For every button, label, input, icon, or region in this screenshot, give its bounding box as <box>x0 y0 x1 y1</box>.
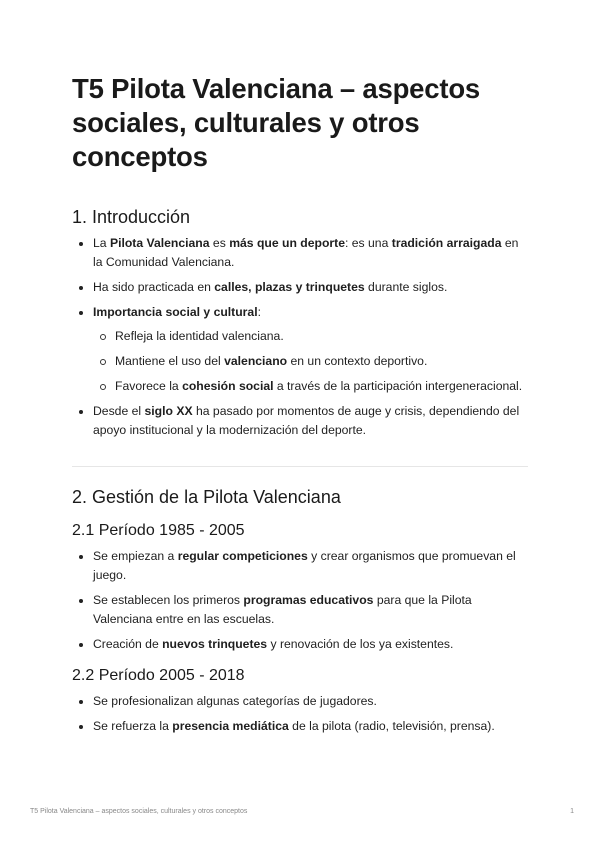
text-span: : <box>257 305 261 319</box>
bold-text: cohesión social <box>182 379 274 393</box>
bold-text: regular competiciones <box>177 549 308 563</box>
text-span: a través de la participación intergeneracional. <box>273 379 523 393</box>
text-span: Refleja la identidad valenciana. <box>115 329 284 343</box>
page-number: 1 <box>570 808 574 815</box>
list-item <box>72 717 528 736</box>
document-page <box>72 72 528 174</box>
text-span: ha pasado por momentos de auge y crisis, dependiendo del apoyo institucional y la modernización del deporte. <box>93 404 520 437</box>
list-item <box>72 303 528 396</box>
list-item <box>72 278 528 297</box>
sub-list-item <box>93 327 528 346</box>
text-span: en un contexto deportivo. <box>287 354 428 368</box>
footer-title: T5 Pilota Valenciana – aspectos sociales, culturales y otros conceptos <box>30 808 248 815</box>
list-item <box>72 234 528 272</box>
text-span: en la Comunidad Valenciana. <box>93 236 519 269</box>
text-span: Ha sido practicada en <box>93 280 215 294</box>
section-heading-introduccion: 1. Introducción <box>72 207 191 227</box>
text-span: Se profesionalizan algunas categorías de jugadores. <box>93 694 377 708</box>
text-span: y crear organismos que promuevan el juego. <box>93 549 516 582</box>
text-span: Creación de <box>93 637 163 651</box>
sub-list <box>93 327 528 396</box>
text-span: Se refuerza la <box>93 719 173 733</box>
text-span: durante siglos. <box>364 280 448 294</box>
bold-text: más que un deporte <box>229 236 345 250</box>
sub-list-item <box>93 352 528 371</box>
text-span: Mantiene el uso del <box>115 354 225 368</box>
text-span: y renovación de los ya existentes. <box>267 637 454 651</box>
bold-text: Pilota Valenciana <box>109 236 210 250</box>
subsection1-list <box>72 547 528 660</box>
section1-list <box>72 234 528 446</box>
subsection-heading-1985-2005: 2.1 Período 1985 - 2005 <box>72 522 245 539</box>
section-divider <box>72 466 528 467</box>
text-span: Favorece la <box>115 379 183 393</box>
text-span: para que la Pilota Valenciana entre en las escuelas. <box>93 593 472 626</box>
list-item <box>72 547 528 585</box>
text-span: de la pilota (radio, televisión, prensa). <box>288 719 495 733</box>
page-footer <box>30 808 574 815</box>
subsection2-list <box>72 692 528 742</box>
section-heading-gestion: 2. Gestión de la Pilota Valenciana <box>72 487 341 507</box>
list-item <box>72 591 528 629</box>
text-span: La <box>93 236 110 250</box>
list-item <box>72 635 528 654</box>
text-span: es <box>209 236 230 250</box>
list-item <box>72 692 528 711</box>
bold-text: calles, plazas y trinquetes <box>214 280 365 294</box>
text-span: : es una <box>345 236 392 250</box>
bold-text: Importancia social y cultural <box>93 305 258 319</box>
page-title: T5 Pilota Valenciana – aspectos sociales, culturales y otros conceptos <box>72 73 481 172</box>
bold-text: programas educativos <box>243 593 374 607</box>
bold-text: siglo XX <box>144 404 193 418</box>
bold-text: tradición arraigada <box>391 236 502 250</box>
sub-list-item <box>93 377 528 396</box>
bold-text: valenciano <box>224 354 288 368</box>
bold-text: presencia mediática <box>172 719 289 733</box>
text-span: Desde el <box>93 404 145 418</box>
text-span: Se establecen los primeros <box>93 593 244 607</box>
subsection-heading-2005-2018: 2.2 Período 2005 - 2018 <box>72 667 245 684</box>
bold-text: nuevos trinquetes <box>162 637 268 651</box>
list-item <box>72 402 528 440</box>
text-span: Se empiezan a <box>93 549 178 563</box>
